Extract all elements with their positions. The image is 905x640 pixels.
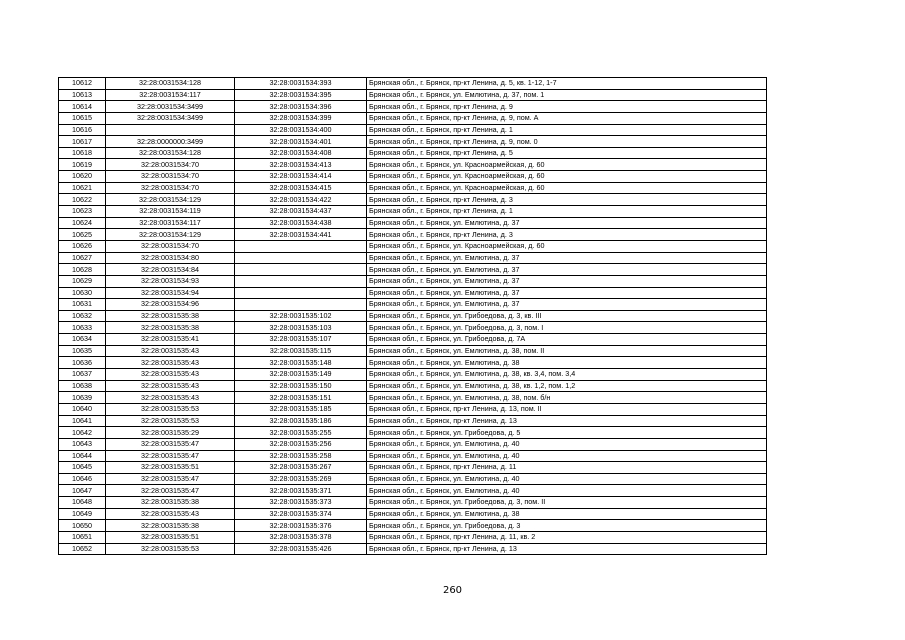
- building-cadastral-number-cell: 32:28:0031534:396: [235, 101, 367, 113]
- table-row: [59, 217, 767, 229]
- table-row: [59, 415, 767, 427]
- address-cell: Брянская обл., г. Брянск, ул. Емлютина, д. 37: [367, 275, 767, 287]
- land-cadastral-number-cell: 32:28:0031534:128: [106, 78, 235, 90]
- land-cadastral-number-cell: 32:28:0031535:47: [106, 438, 235, 450]
- row-number-cell: 10646: [59, 473, 106, 485]
- building-cadastral-number-cell: 32:28:0031535:256: [235, 438, 367, 450]
- row-number-cell: 10643: [59, 438, 106, 450]
- row-number-cell: 10635: [59, 345, 106, 357]
- row-number-cell: 10632: [59, 310, 106, 322]
- land-cadastral-number-cell: 32:28:0031534:3499: [106, 112, 235, 124]
- land-cadastral-number-cell: 32:28:0031535:43: [106, 357, 235, 369]
- address-cell: Брянская обл., г. Брянск, ул. Грибоедова, д. 3, пом. I: [367, 322, 767, 334]
- building-cadastral-number-cell: 32:28:0031535:103: [235, 322, 367, 334]
- building-cadastral-number-cell: 32:28:0031535:149: [235, 369, 367, 381]
- building-cadastral-number-cell: 32:28:0031534:437: [235, 206, 367, 218]
- registry-table-body: [59, 78, 767, 555]
- building-cadastral-number-cell: 32:28:0031535:107: [235, 334, 367, 346]
- address-cell: Брянская обл., г. Брянск, ул. Емлютина, д. 38, кв. 1,2, пом. 1,2: [367, 380, 767, 392]
- building-cadastral-number-cell: 32:28:0031535:269: [235, 473, 367, 485]
- table-row: [59, 101, 767, 113]
- land-cadastral-number-cell: 32:28:0031534:70: [106, 159, 235, 171]
- land-cadastral-number-cell: 32:28:0031535:29: [106, 427, 235, 439]
- table-row: [59, 473, 767, 485]
- address-cell: Брянская обл., г. Брянск, ул. Емлютина, д. 37: [367, 252, 767, 264]
- land-cadastral-number-cell: 32:28:0031535:43: [106, 369, 235, 381]
- table-row: [59, 485, 767, 497]
- building-cadastral-number-cell: 32:28:0031535:258: [235, 450, 367, 462]
- row-number-cell: 10634: [59, 334, 106, 346]
- land-cadastral-number-cell: 32:28:0031534:129: [106, 229, 235, 241]
- land-cadastral-number-cell: 32:28:0031534:3499: [106, 101, 235, 113]
- building-cadastral-number-cell: 32:28:0031535:426: [235, 543, 367, 555]
- land-cadastral-number-cell: 32:28:0031534:119: [106, 206, 235, 218]
- building-cadastral-number-cell: 32:28:0031535:115: [235, 345, 367, 357]
- address-cell: Брянская обл., г. Брянск, ул. Красноармейская, д. 60: [367, 159, 767, 171]
- land-cadastral-number-cell: 32:28:0031535:47: [106, 485, 235, 497]
- table-row: [59, 380, 767, 392]
- table-row: [59, 78, 767, 90]
- address-cell: Брянская обл., г. Брянск, пр-кт Ленина, д. 3: [367, 194, 767, 206]
- land-cadastral-number-cell: 32:28:0000000:3499: [106, 136, 235, 148]
- table-row: [59, 357, 767, 369]
- address-cell: Брянская обл., г. Брянск, ул. Емлютина, д. 37: [367, 287, 767, 299]
- address-cell: Брянская обл., г. Брянск, ул. Емлютина, д. 38, пом. II: [367, 345, 767, 357]
- land-cadastral-number-cell: 32:28:0031535:47: [106, 450, 235, 462]
- address-cell: Брянская обл., г. Брянск, ул. Емлютина, д. 37: [367, 299, 767, 311]
- row-number-cell: 10640: [59, 403, 106, 415]
- building-cadastral-number-cell: 32:28:0031534:414: [235, 171, 367, 183]
- table-row: [59, 345, 767, 357]
- address-cell: Брянская обл., г. Брянск, пр-кт Ленина, д. 5: [367, 147, 767, 159]
- land-cadastral-number-cell: 32:28:0031535:47: [106, 473, 235, 485]
- table-row: [59, 497, 767, 509]
- table-row: [59, 229, 767, 241]
- address-cell: Брянская обл., г. Брянск, ул. Грибоедова, д. 3: [367, 520, 767, 532]
- land-cadastral-number-cell: 32:28:0031535:53: [106, 403, 235, 415]
- land-cadastral-number-cell: 32:28:0031535:41: [106, 334, 235, 346]
- land-cadastral-number-cell: 32:28:0031534:70: [106, 182, 235, 194]
- row-number-cell: 10639: [59, 392, 106, 404]
- address-cell: Брянская обл., г. Брянск, пр-кт Ленина, д. 9, пом. А: [367, 112, 767, 124]
- land-cadastral-number-cell: 32:28:0031535:38: [106, 520, 235, 532]
- table-row: [59, 392, 767, 404]
- row-number-cell: 10616: [59, 124, 106, 136]
- address-cell: Брянская обл., г. Брянск, пр-кт Ленина, д. 9: [367, 101, 767, 113]
- land-cadastral-number-cell: [106, 124, 235, 136]
- building-cadastral-number-cell: 32:28:0031535:374: [235, 508, 367, 520]
- address-cell: Брянская обл., г. Брянск, ул. Красноармейская, д. 60: [367, 240, 767, 252]
- table-row: [59, 206, 767, 218]
- building-cadastral-number-cell: 32:28:0031535:151: [235, 392, 367, 404]
- row-number-cell: 10648: [59, 497, 106, 509]
- address-cell: Брянская обл., г. Брянск, ул. Грибоедова, д. 7А: [367, 334, 767, 346]
- address-cell: Брянская обл., г. Брянск, пр-кт Ленина, д. 11, кв. 2: [367, 531, 767, 543]
- row-number-cell: 10651: [59, 531, 106, 543]
- building-cadastral-number-cell: 32:28:0031535:185: [235, 403, 367, 415]
- row-number-cell: 10636: [59, 357, 106, 369]
- address-cell: Брянская обл., г. Брянск, пр-кт Ленина, д. 9, пом. 0: [367, 136, 767, 148]
- row-number-cell: 10644: [59, 450, 106, 462]
- row-number-cell: 10645: [59, 462, 106, 474]
- table-row: [59, 287, 767, 299]
- row-number-cell: 10622: [59, 194, 106, 206]
- row-number-cell: 10619: [59, 159, 106, 171]
- building-cadastral-number-cell: 32:28:0031535:148: [235, 357, 367, 369]
- row-number-cell: 10612: [59, 78, 106, 90]
- registry-table: [58, 77, 767, 555]
- table-row: [59, 124, 767, 136]
- row-number-cell: 10649: [59, 508, 106, 520]
- table-row: [59, 520, 767, 532]
- table-row: [59, 240, 767, 252]
- building-cadastral-number-cell: [235, 240, 367, 252]
- building-cadastral-number-cell: 32:28:0031535:378: [235, 531, 367, 543]
- row-number-cell: 10650: [59, 520, 106, 532]
- land-cadastral-number-cell: 32:28:0031534:93: [106, 275, 235, 287]
- address-cell: Брянская обл., г. Брянск, ул. Емлютина, д. 38: [367, 508, 767, 520]
- row-number-cell: 10633: [59, 322, 106, 334]
- building-cadastral-number-cell: [235, 287, 367, 299]
- row-number-cell: 10617: [59, 136, 106, 148]
- address-cell: Брянская обл., г. Брянск, ул. Грибоедова, д. 3, пом. II: [367, 497, 767, 509]
- land-cadastral-number-cell: 32:28:0031535:38: [106, 322, 235, 334]
- row-number-cell: 10624: [59, 217, 106, 229]
- page-number: 260: [442, 585, 463, 596]
- table-row: [59, 543, 767, 555]
- land-cadastral-number-cell: 32:28:0031534:96: [106, 299, 235, 311]
- land-cadastral-number-cell: 32:28:0031534:117: [106, 217, 235, 229]
- row-number-cell: 10621: [59, 182, 106, 194]
- row-number-cell: 10615: [59, 112, 106, 124]
- land-cadastral-number-cell: 32:28:0031535:43: [106, 392, 235, 404]
- building-cadastral-number-cell: 32:28:0031535:376: [235, 520, 367, 532]
- table-row: [59, 194, 767, 206]
- table-row: [59, 427, 767, 439]
- building-cadastral-number-cell: 32:28:0031535:373: [235, 497, 367, 509]
- building-cadastral-number-cell: 32:28:0031535:267: [235, 462, 367, 474]
- land-cadastral-number-cell: 32:28:0031534:129: [106, 194, 235, 206]
- land-cadastral-number-cell: 32:28:0031535:51: [106, 462, 235, 474]
- address-cell: Брянская обл., г. Брянск, пр-кт Ленина, д. 1: [367, 124, 767, 136]
- row-number-cell: 10627: [59, 252, 106, 264]
- building-cadastral-number-cell: 32:28:0031534:393: [235, 78, 367, 90]
- address-cell: Брянская обл., г. Брянск, пр-кт Ленина, д. 11: [367, 462, 767, 474]
- table-row: [59, 275, 767, 287]
- land-cadastral-number-cell: 32:28:0031534:94: [106, 287, 235, 299]
- table-row: [59, 136, 767, 148]
- table-row: [59, 322, 767, 334]
- address-cell: Брянская обл., г. Брянск, ул. Емлютина, д. 38: [367, 357, 767, 369]
- address-cell: Брянская обл., г. Брянск, пр-кт Ленина, д. 5, кв. 1-12, 1-7: [367, 78, 767, 90]
- row-number-cell: 10618: [59, 147, 106, 159]
- table-row: [59, 450, 767, 462]
- land-cadastral-number-cell: 32:28:0031534:80: [106, 252, 235, 264]
- table-row: [59, 112, 767, 124]
- building-cadastral-number-cell: 32:28:0031534:438: [235, 217, 367, 229]
- address-cell: Брянская обл., г. Брянск, ул. Емлютина, д. 37: [367, 264, 767, 276]
- table-row: [59, 171, 767, 183]
- building-cadastral-number-cell: 32:28:0031535:255: [235, 427, 367, 439]
- building-cadastral-number-cell: 32:28:0031534:422: [235, 194, 367, 206]
- table-row: [59, 159, 767, 171]
- row-number-cell: 10628: [59, 264, 106, 276]
- building-cadastral-number-cell: [235, 264, 367, 276]
- table-row: [59, 89, 767, 101]
- address-cell: Брянская обл., г. Брянск, ул. Емлютина, д. 40: [367, 485, 767, 497]
- address-cell: Брянская обл., г. Брянск, ул. Емлютина, д. 40: [367, 450, 767, 462]
- address-cell: Брянская обл., г. Брянск, ул. Грибоедова, д. 5: [367, 427, 767, 439]
- address-cell: Брянская обл., г. Брянск, ул. Красноармейская, д. 60: [367, 182, 767, 194]
- address-cell: Брянская обл., г. Брянск, ул. Емлютина, д. 38, пом. б/н: [367, 392, 767, 404]
- land-cadastral-number-cell: 32:28:0031535:43: [106, 380, 235, 392]
- row-number-cell: 10647: [59, 485, 106, 497]
- land-cadastral-number-cell: 32:28:0031535:43: [106, 345, 235, 357]
- address-cell: Брянская обл., г. Брянск, ул. Емлютина, д. 40: [367, 438, 767, 450]
- address-cell: Брянская обл., г. Брянск, ул. Емлютина, д. 38, кв. 3,4, пом. 3,4: [367, 369, 767, 381]
- row-number-cell: 10620: [59, 171, 106, 183]
- building-cadastral-number-cell: 32:28:0031534:401: [235, 136, 367, 148]
- building-cadastral-number-cell: 32:28:0031534:441: [235, 229, 367, 241]
- land-cadastral-number-cell: 32:28:0031535:51: [106, 531, 235, 543]
- row-number-cell: 10625: [59, 229, 106, 241]
- land-cadastral-number-cell: 32:28:0031535:53: [106, 415, 235, 427]
- row-number-cell: 10626: [59, 240, 106, 252]
- table-row: [59, 310, 767, 322]
- row-number-cell: 10638: [59, 380, 106, 392]
- building-cadastral-number-cell: [235, 275, 367, 287]
- address-cell: Брянская обл., г. Брянск, пр-кт Ленина, д. 3: [367, 229, 767, 241]
- address-cell: Брянская обл., г. Брянск, пр-кт Ленина, д. 13, пом. II: [367, 403, 767, 415]
- land-cadastral-number-cell: 32:28:0031534:128: [106, 147, 235, 159]
- row-number-cell: 10630: [59, 287, 106, 299]
- address-cell: Брянская обл., г. Брянск, ул. Емлютина, д. 37, пом. 1: [367, 89, 767, 101]
- row-number-cell: 10642: [59, 427, 106, 439]
- address-cell: Брянская обл., г. Брянск, ул. Емлютина, д. 40: [367, 473, 767, 485]
- row-number-cell: 10631: [59, 299, 106, 311]
- building-cadastral-number-cell: 32:28:0031535:102: [235, 310, 367, 322]
- table-row: [59, 182, 767, 194]
- land-cadastral-number-cell: 32:28:0031534:84: [106, 264, 235, 276]
- table-row: [59, 334, 767, 346]
- row-number-cell: 10652: [59, 543, 106, 555]
- building-cadastral-number-cell: 32:28:0031535:371: [235, 485, 367, 497]
- table-row: [59, 369, 767, 381]
- table-row: [59, 462, 767, 474]
- building-cadastral-number-cell: 32:28:0031534:415: [235, 182, 367, 194]
- row-number-cell: 10614: [59, 101, 106, 113]
- land-cadastral-number-cell: 32:28:0031535:43: [106, 508, 235, 520]
- table-row: [59, 403, 767, 415]
- row-number-cell: 10641: [59, 415, 106, 427]
- address-cell: Брянская обл., г. Брянск, ул. Красноармейская, д. 60: [367, 171, 767, 183]
- address-cell: Брянская обл., г. Брянск, пр-кт Ленина, д. 13: [367, 415, 767, 427]
- building-cadastral-number-cell: 32:28:0031534:413: [235, 159, 367, 171]
- row-number-cell: 10623: [59, 206, 106, 218]
- row-number-cell: 10613: [59, 89, 106, 101]
- row-number-cell: 10637: [59, 369, 106, 381]
- table-row: [59, 299, 767, 311]
- table-row: [59, 531, 767, 543]
- building-cadastral-number-cell: 32:28:0031535:186: [235, 415, 367, 427]
- building-cadastral-number-cell: 32:28:0031535:150: [235, 380, 367, 392]
- table-row: [59, 508, 767, 520]
- land-cadastral-number-cell: 32:28:0031534:70: [106, 171, 235, 183]
- table-row: [59, 147, 767, 159]
- building-cadastral-number-cell: [235, 252, 367, 264]
- land-cadastral-number-cell: 32:28:0031534:70: [106, 240, 235, 252]
- building-cadastral-number-cell: 32:28:0031534:408: [235, 147, 367, 159]
- table-row: [59, 438, 767, 450]
- address-cell: Брянская обл., г. Брянск, ул. Емлютина, д. 37: [367, 217, 767, 229]
- building-cadastral-number-cell: [235, 299, 367, 311]
- table-row: [59, 264, 767, 276]
- row-number-cell: 10629: [59, 275, 106, 287]
- building-cadastral-number-cell: 32:28:0031534:395: [235, 89, 367, 101]
- address-cell: Брянская обл., г. Брянск, пр-кт Ленина, д. 13: [367, 543, 767, 555]
- land-cadastral-number-cell: 32:28:0031534:117: [106, 89, 235, 101]
- land-cadastral-number-cell: 32:28:0031535:53: [106, 543, 235, 555]
- land-cadastral-number-cell: 32:28:0031535:38: [106, 497, 235, 509]
- address-cell: Брянская обл., г. Брянск, ул. Грибоедова, д. 3, кв. III: [367, 310, 767, 322]
- land-cadastral-number-cell: 32:28:0031535:38: [106, 310, 235, 322]
- address-cell: Брянская обл., г. Брянск, пр-кт Ленина, д. 1: [367, 206, 767, 218]
- building-cadastral-number-cell: 32:28:0031534:400: [235, 124, 367, 136]
- building-cadastral-number-cell: 32:28:0031534:399: [235, 112, 367, 124]
- table-row: [59, 252, 767, 264]
